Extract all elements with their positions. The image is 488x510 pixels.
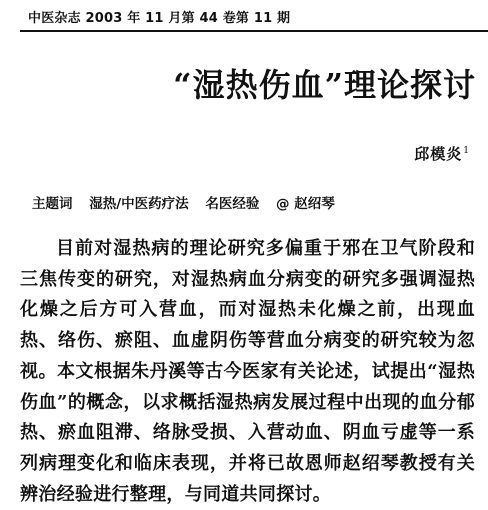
article-title: “湿热伤血”理论探讨 xyxy=(173,66,476,104)
keywords-line xyxy=(32,192,347,212)
header-rule xyxy=(20,30,488,32)
author-affiliation-mark: 1 xyxy=(463,146,470,156)
keyword-item: 湿热/中医药疗法 xyxy=(89,196,189,212)
keywords-label: 主题词 xyxy=(32,196,73,212)
keyword-item: @ 赵绍琴 xyxy=(276,196,335,212)
abstract-paragraph: 目前对湿热病的理论研究多偏重于邪在卫气阶段和三焦传变的研究，对湿热病血分病变的研究多强调湿热化燥之后方可入营血，而对湿热未化燥之前，出现血热、络伤、瘀阻、血虚阴伤等营血分病变的研究较为忽视。本文根据朱丹溪等古今医家有关论述，试提出“湿热伤血”的概念，以求概括湿热病发展过程中出现的血分郁热、瘀血阻滞、络脉受损、入营动血、阴血亏虚等一系列病理变化和临床表现，并将已故恩师赵绍琴教授有关辨治经验进行整理，与同道共同探讨。 xyxy=(20,238,475,505)
author-name: 邱模炎 xyxy=(414,145,463,163)
keyword-item: 名医经验 xyxy=(205,196,260,212)
journal-header: 中医杂志 2003 年 11 月第 44 卷第 11 期 xyxy=(28,11,291,26)
author-line xyxy=(414,143,470,164)
